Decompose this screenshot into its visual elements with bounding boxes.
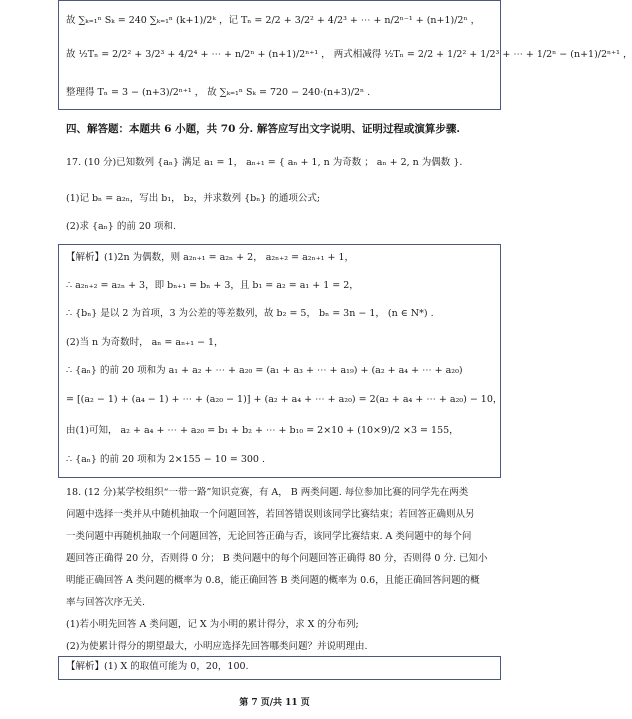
sol18-line-1: 【解析】(1) X 的取值可能为 0，20，100.	[66, 661, 249, 672]
sol17-line-4: (2)当 n 为奇数时， aₙ = aₙ₊₁ − 1，	[66, 337, 224, 348]
q18-line-6: 率与回答次序无关.	[66, 597, 146, 608]
top-solution-line-1: 故 ∑ₖ₌₁ⁿ Sₖ = 240 ∑ₖ₌₁ⁿ (k+1)/2ᵏ ，记 Tₙ = 2/2 + 3/2² + 4/2³ + ⋯ + n/2ⁿ⁻¹ + (n+1)/2ⁿ ，	[66, 15, 481, 26]
page-number: 第 7 页/共 11 页	[239, 698, 310, 708]
sol17-line-2: ∴ a₂ₙ₊₂ = a₂ₙ + 3，即 bₙ₊₁ = bₙ + 3，且 b₁ = a₂ = a₁ + 1 = 2，	[66, 280, 359, 291]
sol17-line-1: 【解析】(1)2n 为偶数，则 a₂ₙ₊₁ = a₂ₙ + 2， a₂ₙ₊₂ = a₂ₙ₊₁ + 1，	[66, 252, 355, 263]
q18-line-5: 明能正确回答 A 类问题的概率为 0.8，能正确回答 B 类问题的概率为 0.6，且能正确回答问题的概	[66, 575, 480, 586]
q17-part-2: (2)求 {aₙ} 的前 20 项和.	[66, 221, 177, 232]
sol17-line-6: = [(a₂ − 1) + (a₄ − 1) + ⋯ + (a₂₀ − 1)] + (a₂ + a₄ + ⋯ + a₂₀) = 2(a₂ + a₄ + ⋯ + a₂₀) − 10，	[66, 394, 503, 405]
top-solution-line-3: 整理得 Tₙ = 3 − (n+3)/2ⁿ⁺¹ ， 故 ∑ₖ₌₁ⁿ Sₖ = 720 − 240·(n+3)/2ⁿ .	[66, 87, 371, 98]
q18-line-1: 18. (12 分)某学校组织“一带一路”知识竞赛，有 A， B 两类问题. 每位参加比赛的同学先在两类	[66, 487, 469, 498]
q18-part-2: (2)为使累计得分的期望最大，小明应选择先回答哪类问题？并说明理由.	[66, 641, 368, 652]
q18-line-3: 一类问题中再随机抽取一个问题回答，无论回答正确与否，该同学比赛结束. A 类问题中的每个问	[66, 531, 472, 542]
q18-part-1: (1)若小明先回答 A 类问题，记 X 为小明的累计得分，求 X 的分布列;	[66, 619, 359, 630]
sol17-line-7: 由(1)可知， a₂ + a₄ + ⋯ + a₂₀ = b₁ + b₂ + ⋯ + b₁₀ = 2×10 + (10×9)/2 ×3 = 155，	[66, 425, 459, 436]
top-solution-line-2: 故 ½Tₙ = 2/2² + 3/2³ + 4/2⁴ + ⋯ + n/2ⁿ + (n+1)/2ⁿ⁺¹ ， 两式相减得 ½Tₙ = 2/2 + 1/2² + 1/2³ + ⋯ + 1/2ⁿ − (n+1)/2ⁿ⁺¹ ，	[66, 49, 632, 60]
q18-line-4: 题回答正确得 20 分，否则得 0 分； B 类问题中的每个问题回答正确得 80 分，否则得 0 分. 已知小	[66, 553, 488, 564]
sol17-line-8: ∴ {aₙ} 的前 20 项和为 2×155 − 10 = 300 .	[66, 454, 265, 465]
sol17-line-3: ∴ {bₙ} 是以 2 为首项，3 为公差的等差数列，故 b₂ = 5， bₙ = 3n − 1， (n ∈ N*) .	[66, 308, 434, 319]
section-header: 四、解答题：本题共 6 小题，共 70 分. 解答应写出文字说明、证明过程或演算步骤.	[66, 123, 461, 135]
q18-line-2: 问题中选择一类并从中随机抽取一个问题回答，若回答错误则该同学比赛结束；若回答正确则从另	[66, 509, 475, 520]
q17-stem: 17. (10 分)已知数列 {aₙ} 满足 a₁ = 1， aₙ₊₁ = { aₙ + 1, n 为奇数 ； aₙ + 2, n 为偶数 }.	[66, 157, 463, 168]
sol17-line-5: ∴ {aₙ} 的前 20 项和为 a₁ + a₂ + ⋯ + a₂₀ = (a₁ + a₃ + ⋯ + a₁₉) + (a₂ + a₄ + ⋯ + a₂₀)	[66, 365, 463, 376]
q17-part-1: (1)记 bₙ = a₂ₙ，写出 b₁， b₂，并求数列 {bₙ} 的通项公式;	[66, 193, 321, 204]
